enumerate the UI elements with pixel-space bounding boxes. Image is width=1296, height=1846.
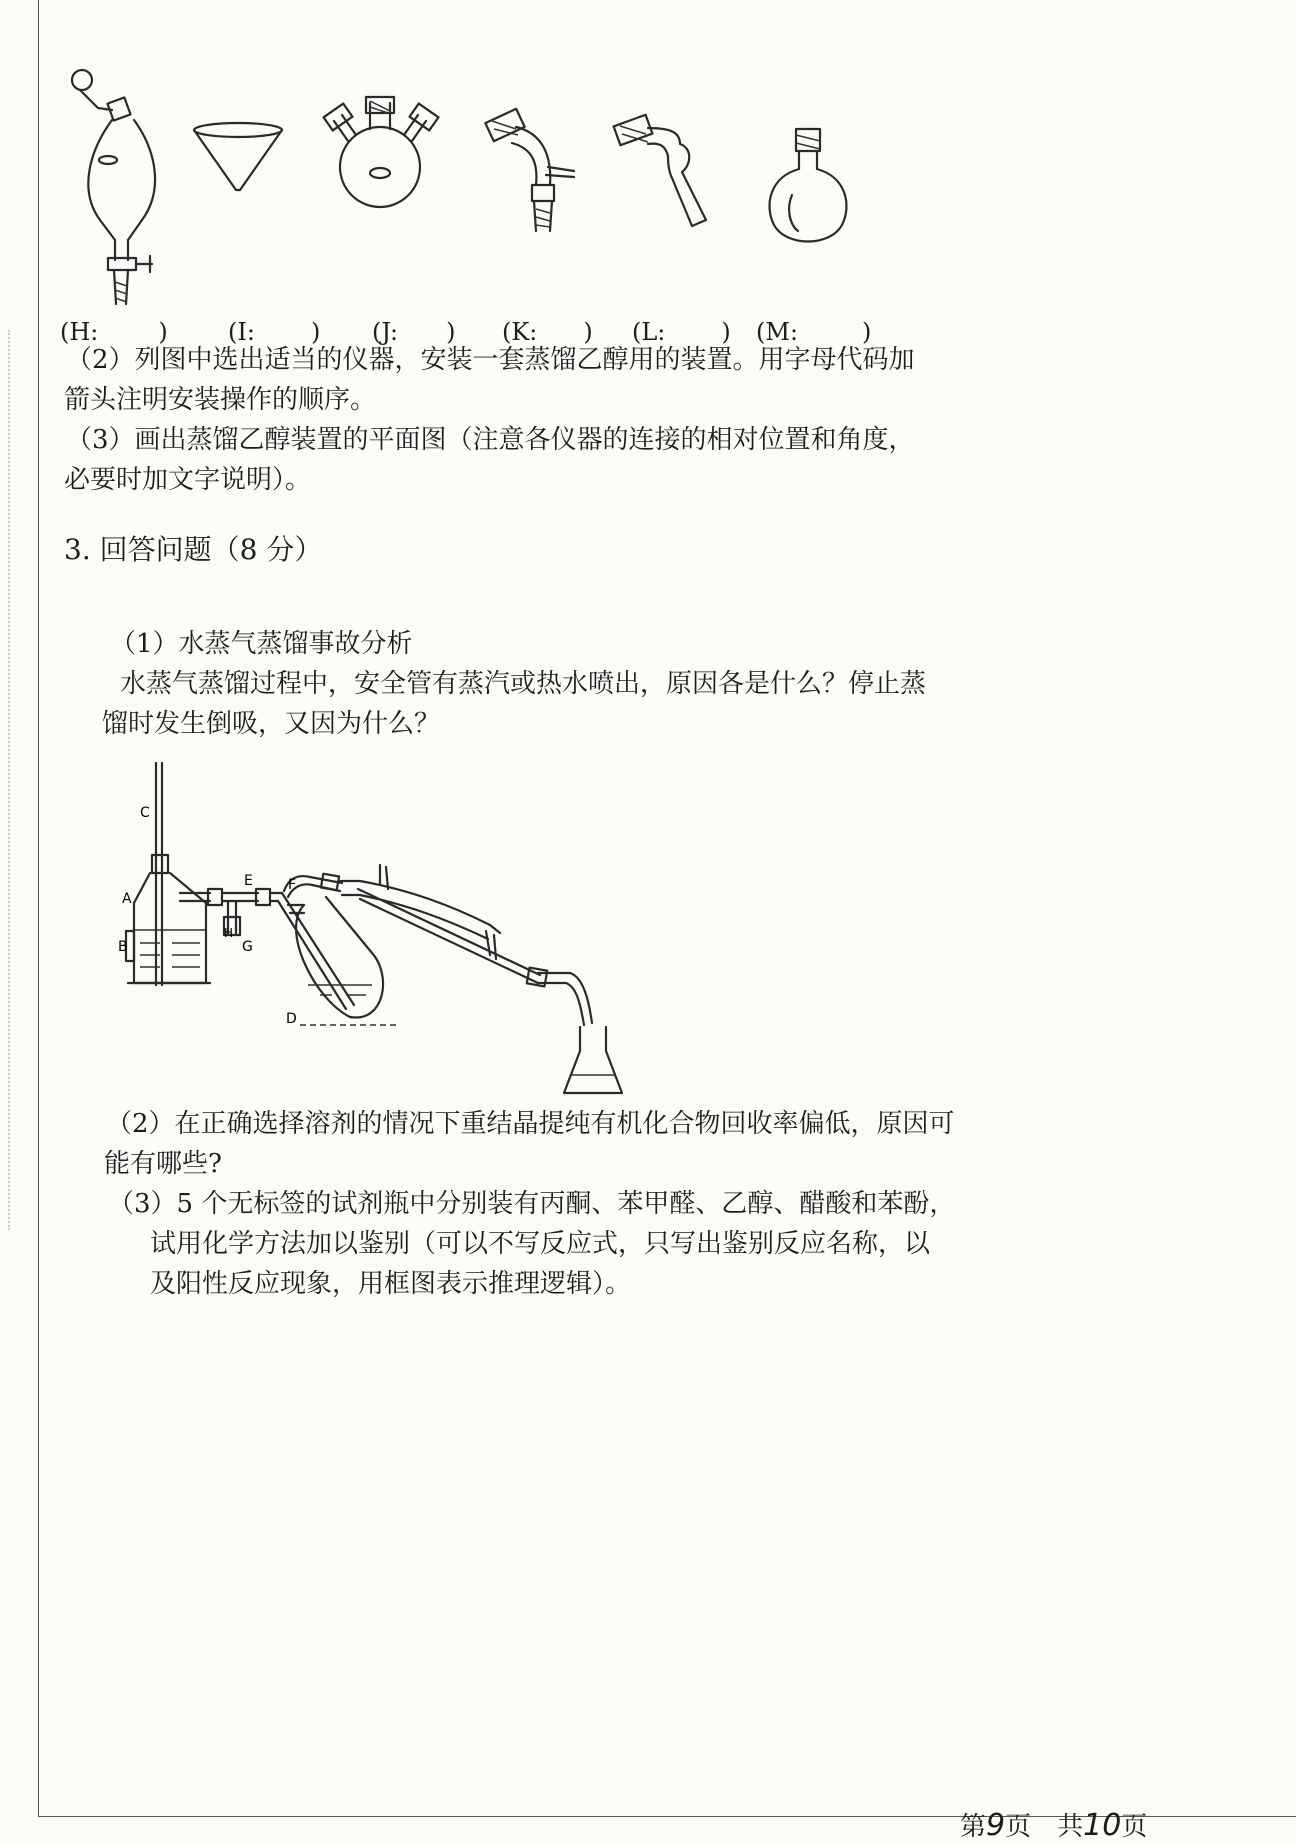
label-e: E [244, 873, 253, 889]
label-g: G [242, 939, 253, 955]
label-i: (I: ) [228, 318, 321, 346]
label-d: D [286, 1011, 297, 1027]
label-h: (H: ) [60, 318, 168, 346]
label-b: B [118, 939, 128, 955]
q3-3-line3: 及阳性反应现象，用框图表示推理逻辑）。 [150, 1269, 632, 1299]
q2-3-line1: （3）画出蒸馏乙醇装置的平面图（注意各仪器的连接的相对位置和角度， [66, 425, 915, 455]
q2-3-line2: 必要时加文字说明）。 [64, 465, 312, 495]
q3-3-line1: （3）5 个无标签的试剂瓶中分别装有丙酮、苯甲醛、乙醇、醋酸和苯酚， [108, 1189, 956, 1219]
q3-1-line2: 馏时发生倒吸，又因为什么？ [102, 709, 441, 739]
q3-3-line2: 试用化学方法加以鉴别（可以不写反应式，只写出鉴别反应名称，以 [150, 1229, 931, 1259]
round-bottom-flask-drawing [760, 125, 860, 255]
separatory-funnel-drawing [60, 60, 180, 300]
q3-title: 3. 回答问题（8 分） [64, 533, 323, 566]
q3-2-line1: （2）在正确选择溶剂的情况下重结晶提纯有机化合物回收率偏低，原因可 [106, 1109, 955, 1139]
label-k: (K: ) [502, 318, 593, 346]
q2-2-line1: （2）列图中选出适当的仪器，安装一套蒸馏乙醇用的装置。用字母代码加 [66, 345, 915, 375]
q3-1-line1: 水蒸气蒸馏过程中，安全管有蒸汽或热水喷出，原因各是什么？停止蒸 [120, 669, 927, 699]
label-a: A [122, 891, 132, 907]
page-total: 10 [1083, 1808, 1122, 1843]
q3-2-line2: 能有哪些? [104, 1149, 222, 1179]
q2-2-line2: 箭头注明安装操作的顺序。 [64, 385, 377, 415]
bent-tube-drawing [610, 108, 720, 238]
label-f: F [288, 877, 297, 893]
funnel-drawing [188, 120, 288, 200]
label-j: (J: ) [372, 318, 456, 346]
label-l: (L: ) [632, 318, 731, 346]
binding-margin [8, 330, 12, 1230]
label-m: (M: ) [756, 318, 872, 346]
three-neck-flask-drawing [320, 95, 440, 215]
label-h-pinchclamp: H [224, 926, 234, 940]
distillation-head-drawing [482, 105, 592, 235]
q3-1-title: （1）水蒸气蒸馏事故分析 [110, 629, 413, 659]
page-number: 9 [986, 1808, 1006, 1843]
label-c: C [140, 805, 150, 821]
page-footer: 第9页 共10页 [960, 1808, 1148, 1843]
steam-distillation-apparatus [110, 755, 670, 1105]
